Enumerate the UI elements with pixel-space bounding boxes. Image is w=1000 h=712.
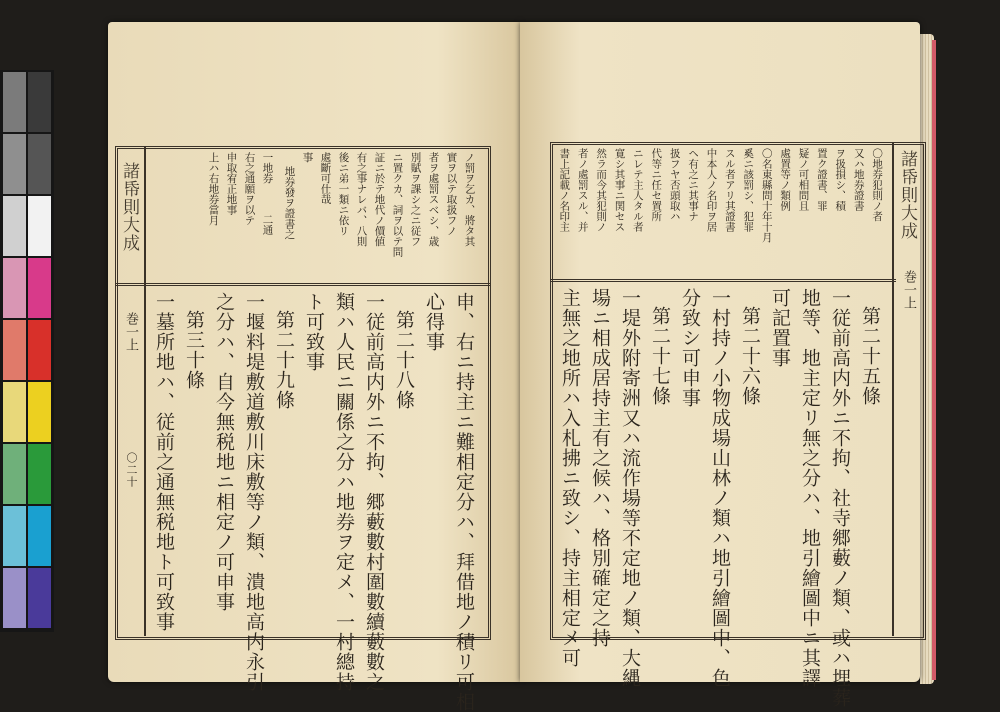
note-column: ニレテ主人タル者 xyxy=(631,148,644,232)
note-list-item: 申取宥正地事 xyxy=(225,152,238,215)
note-column: 扱フヤ否頭取ハ xyxy=(668,148,681,222)
right-header-volume: 巻一上 xyxy=(901,270,916,309)
note-column: 中本人ノ名印ヲ居 xyxy=(705,148,718,232)
note-column: 實ヲ以テ取扱フノ xyxy=(445,152,458,236)
calibration-swatch xyxy=(28,506,51,566)
calibration-swatch xyxy=(3,568,26,628)
left-header-title: 諸帋則大成 xyxy=(119,162,139,252)
note-column: 証ニ於テ地代ノ價値 xyxy=(373,152,386,247)
text-column: 類ハ人民ニ關係之分ハ地券ヲ定メ、一村總持 xyxy=(333,292,355,692)
calibration-swatch xyxy=(3,320,26,380)
calibration-swatch xyxy=(28,258,51,318)
right-main-text xyxy=(556,288,890,708)
text-column: 第三十條 xyxy=(183,310,205,390)
left-header-column xyxy=(118,162,144,562)
right-header-rule xyxy=(892,142,894,636)
calibration-swatch xyxy=(3,134,26,194)
note-list-item: 上ハ右地券當月 xyxy=(207,152,220,226)
text-column: 第二十五條 xyxy=(859,306,881,406)
calibration-swatch xyxy=(3,72,26,132)
text-column: 一堤外附寄洲又ハ流作場等不定地ノ類、大縄 xyxy=(619,288,641,688)
note-column: 又ハ地券證書 xyxy=(852,148,865,211)
open-book xyxy=(108,22,928,712)
note-column: 置ク證書、罪 xyxy=(815,148,828,211)
note-column: 後ニ弟一類ニ依リ xyxy=(337,152,350,236)
left-main-text xyxy=(152,292,484,712)
note-column: ノ罰ヲ乞カ、將タ其 xyxy=(463,152,476,247)
note-column: 處置等ノ類例 xyxy=(779,148,792,211)
calibration-swatch xyxy=(28,72,51,132)
note-column: 處斷可仕哉 xyxy=(319,152,332,205)
note-column: 疑ノ可相問且 xyxy=(797,148,810,211)
note-column: 〇地券犯則ノ者 xyxy=(871,148,884,222)
calibration-swatch xyxy=(3,258,26,318)
note-column: 事 xyxy=(301,152,314,163)
color-calibration-strip xyxy=(0,70,54,632)
left-header-volume: 巻一上 xyxy=(123,312,138,351)
calibration-swatch xyxy=(28,320,51,380)
note-list-item: 右之通願ヲ以テ xyxy=(243,152,256,226)
calibration-swatch xyxy=(28,134,51,194)
calibration-swatch xyxy=(28,196,51,256)
note-column: 別賦ヲ課シ之ニ従フ xyxy=(409,152,422,247)
note-column: ニ置クカ、詞ヲ以テ問 xyxy=(391,152,404,257)
text-column: 地等、地主定リ無之分ハ、地引繪圖中ニ其譯 xyxy=(799,288,821,688)
note-column: 書上記載ノ名印主 xyxy=(558,148,571,232)
text-column: 第二十六條 xyxy=(739,306,761,406)
text-column: 第二十七條 xyxy=(649,306,671,406)
note-list-head: 一地券 xyxy=(261,152,274,184)
text-column: 第二十八條 xyxy=(393,310,415,410)
book-cover-edge xyxy=(932,40,936,680)
right-header-title: 諸帋則大成 xyxy=(897,150,917,240)
note-column: 地券發ヲ證書之 xyxy=(283,166,296,240)
left-upper-notes xyxy=(152,152,482,280)
left-header-rule xyxy=(144,146,146,636)
note-column: ヲ扱損シ、積 xyxy=(834,148,847,211)
note-column: 者ノ處罰スル、并 xyxy=(576,148,589,232)
calibration-swatch xyxy=(28,444,51,504)
note-column: スル者アリ其證書 xyxy=(723,148,736,232)
note-column: 有之事ナレバ、八則 xyxy=(355,152,368,247)
note-column: 代等ニ任セ置所 xyxy=(650,148,663,222)
left-page xyxy=(108,22,520,712)
text-column: 一従前高内外ニ不拘、社寺郷藪ノ類、或ハ埋葬 xyxy=(829,288,851,708)
text-column: 申、右ニ持主ニ難相定分ハ、拜借地ノ積リ可相 xyxy=(453,292,475,712)
note-column: 〇名東縣問十年十月 xyxy=(760,148,773,243)
calibration-swatch xyxy=(3,506,26,566)
calibration-swatch xyxy=(3,196,26,256)
note-column: 奚ニ該罰シ、犯罪 xyxy=(742,148,755,232)
page-number: 〇二十 xyxy=(125,452,138,488)
text-column: 一従前高内外ニ不拘、郷藪數村圍數續藪數之 xyxy=(363,292,385,692)
right-upper-notes xyxy=(556,148,890,276)
calibration-swatch xyxy=(3,382,26,442)
text-column: 一墓所地ハ、従前之通無税地ト可致事 xyxy=(153,292,175,632)
text-column: 第二十九條 xyxy=(273,310,295,410)
calibration-swatch xyxy=(3,444,26,504)
note-column: 寛シ其事ニ関セス xyxy=(613,148,626,232)
right-page xyxy=(520,22,920,708)
text-column: 分致シ可申事 xyxy=(679,288,701,408)
note-column: 然ラ而今其犯則ノ xyxy=(595,148,608,232)
text-column: 場ニ相成居持主有之候ハ、格別確定之持 xyxy=(589,288,611,648)
text-column: 可記置事 xyxy=(769,288,791,368)
text-column: 一村持ノ小物成場山林ノ類ハ地引繪圖中、色 xyxy=(709,288,731,688)
right-header-column xyxy=(896,150,922,550)
text-column: ト可致事 xyxy=(303,292,325,372)
text-column: 一堰料堤敷道敷川床敷等ノ類、潰地高内永引 xyxy=(243,292,265,692)
text-column: 主無之地所ハ入札拂ニ致シ、持主相定メ可 xyxy=(559,288,581,668)
right-divider xyxy=(550,279,896,282)
text-column: 心得事 xyxy=(423,292,445,352)
left-divider xyxy=(115,283,491,286)
note-column: 者ヲ處罰スベシ、歳 xyxy=(427,152,440,247)
calibration-swatch xyxy=(28,568,51,628)
note-column: ヘ有之ニ其事ナ xyxy=(687,148,700,222)
calibration-swatch xyxy=(28,382,51,442)
text-column: 之分ハ、自今無税地ニ相定ノ可申事 xyxy=(213,292,235,612)
note-list-item: 二通 xyxy=(261,214,274,235)
